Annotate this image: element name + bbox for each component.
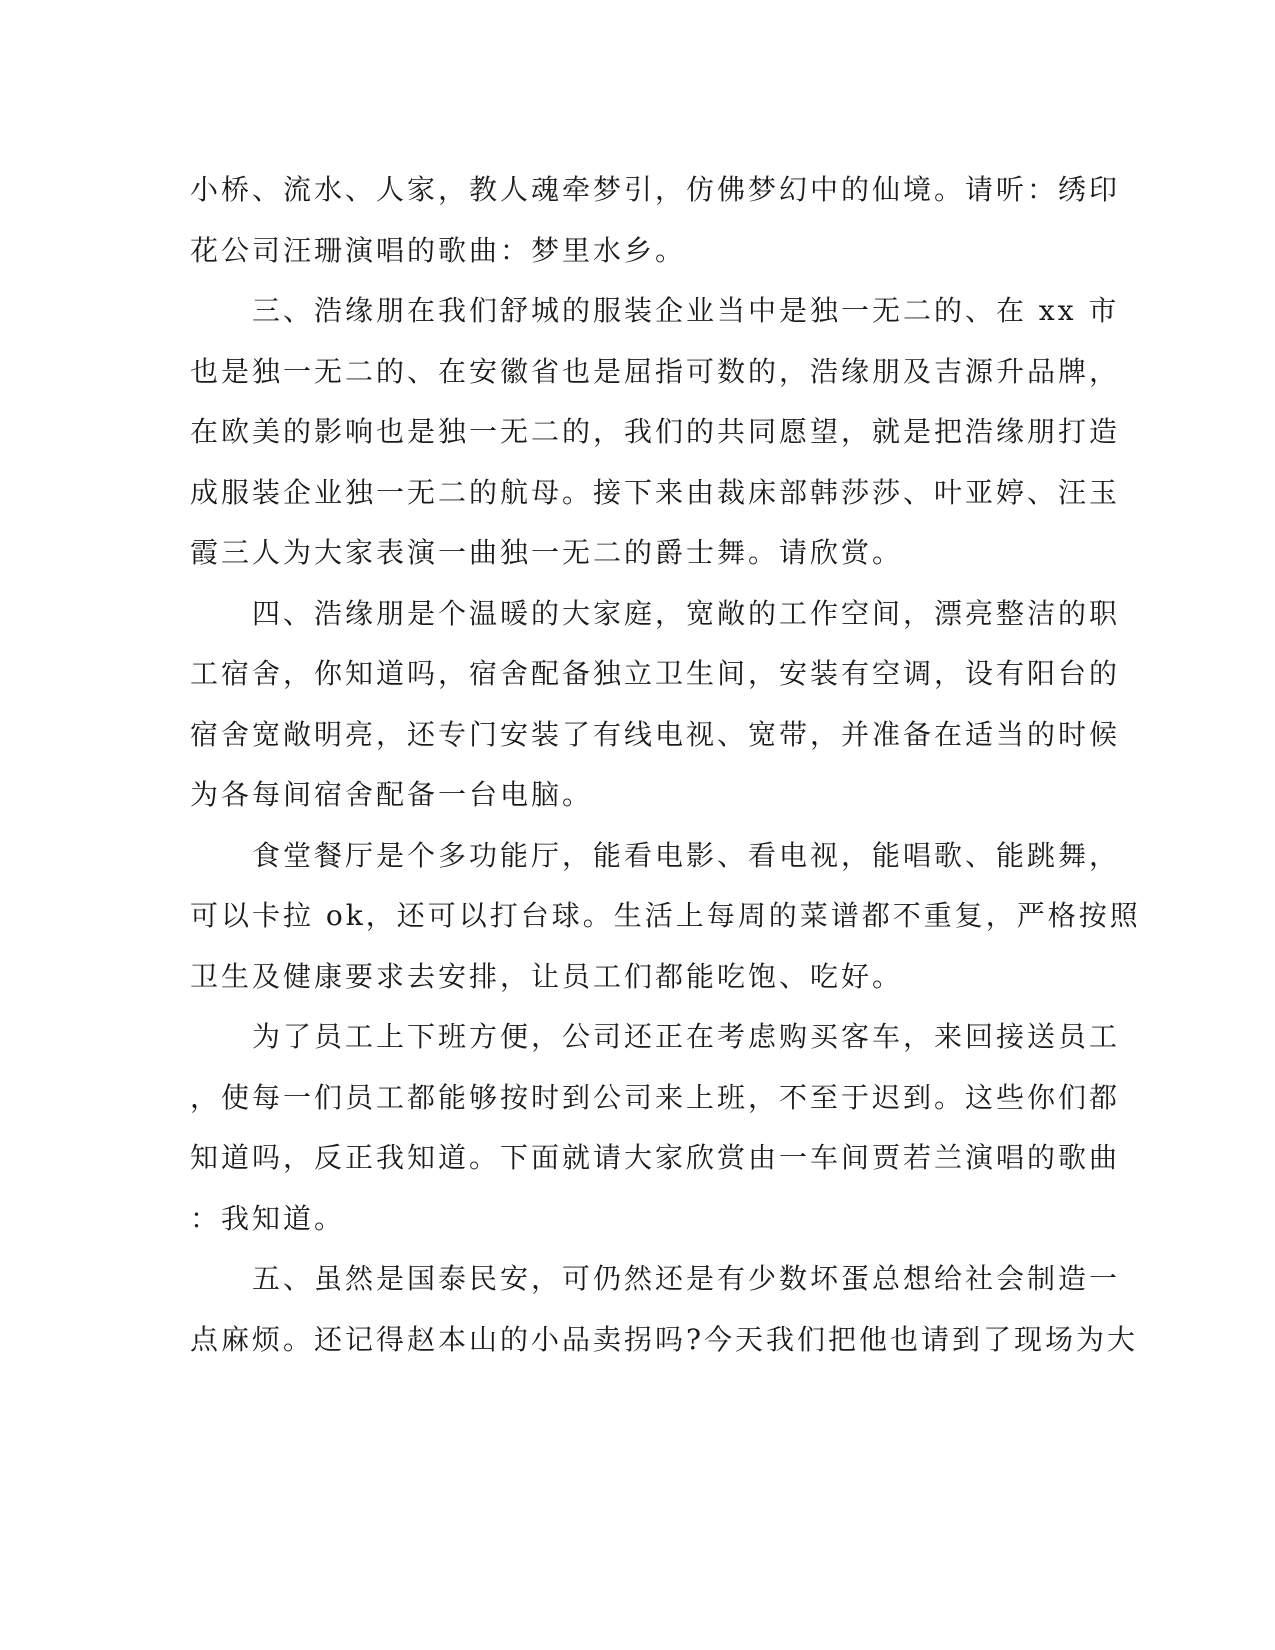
text-line: 食堂餐厅是个多功能厅，能看电影、看电视，能唱歌、能跳舞，	[190, 838, 1121, 872]
text-line: 卫生及健康要求去安排，让员工们都能吃饱、吃好。	[190, 959, 904, 993]
text-line: 点麻烦。还记得赵本山的小品卖拐吗?今天我们把他也请到了现场为大	[190, 1322, 1139, 1356]
text-line: 也是独一无二的、在安徽省也是屈指可数的，浩缘朋及吉源升品牌，	[190, 354, 1121, 388]
text-line: 霞三人为大家表演一曲独一无二的爵士舞。请欣赏。	[190, 536, 904, 569]
text-line: 小桥、流水、人家，教人魂牵梦引，仿佛梦幻中的仙境。请听：绣印	[190, 173, 1121, 206]
text-line: 四、浩缘朋是个温暖的大家庭，宽敞的工作空间，漂亮整洁的职	[190, 596, 1121, 630]
text-line: 在欧美的影响也是独一无二的，我们的共同愿望，就是把浩缘朋打造	[190, 415, 1121, 448]
text-line: 工宿舍，你知道吗，宿舍配备独立卫生间，安装有空调，设有阳台的	[190, 657, 1121, 690]
text-line: 花公司汪珊演唱的歌曲：梦里水乡。	[190, 233, 687, 267]
text-line: 成服装企业独一无二的航母。接下来由裁床部韩莎莎、叶亚婷、汪玉	[190, 475, 1121, 509]
text-line: 为了员工上下班方便，公司还正在考虑购买客车，来回接送员工	[190, 1020, 1121, 1053]
text-line: 宿舍宽敞明亮，还专门安装了有线电视、宽带，并准备在适当的时候	[190, 717, 1121, 751]
text-line: 三、浩缘朋在我们舒城的服装企业当中是独一无二的、在 xx 市	[190, 294, 1120, 327]
text-line: 五、虽然是国泰民安，可仍然还是有少数坏蛋总想给社会制造一	[190, 1262, 1121, 1295]
document-body	[190, 160, 1141, 1370]
text-line: ：我知道。	[190, 1201, 346, 1235]
text-line: ，使每一们员工都能够按时到公司来上班，不至于迟到。这些你们都	[190, 1080, 1121, 1114]
text-line: 可以卡拉 ok，还可以打台球。生活上每周的菜谱都不重复，严格按照	[190, 899, 1141, 932]
text-line: 知道吗，反正我知道。下面就请大家欣赏由一车间贾若兰演唱的歌曲	[190, 1141, 1121, 1174]
text-line: 为各每间宿舍配备一台电脑。	[190, 778, 594, 811]
